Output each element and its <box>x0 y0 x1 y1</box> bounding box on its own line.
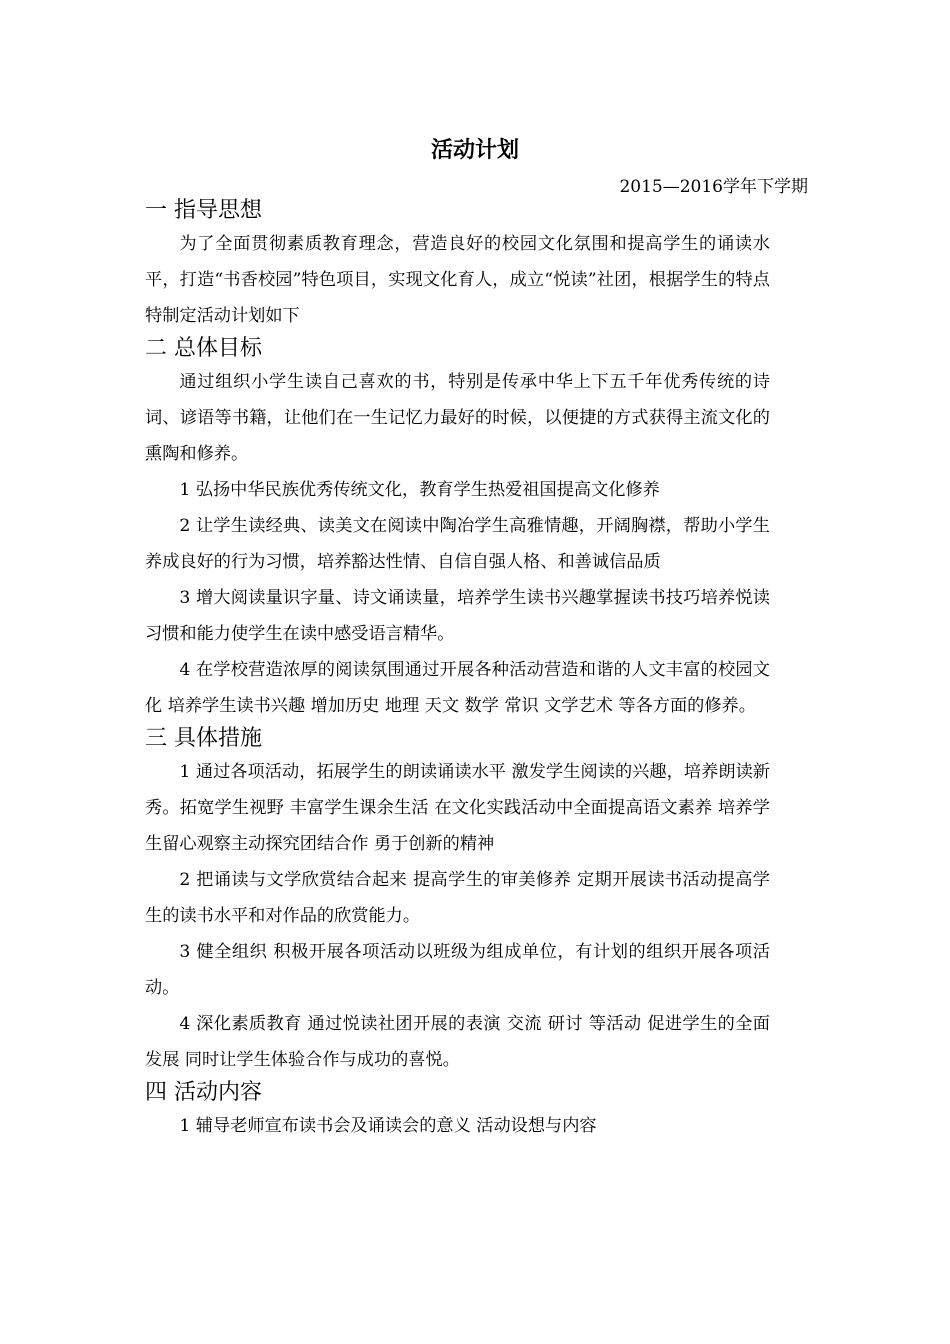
paragraph: 1 弘扬中华民族优秀传统文化，教育学生热爱祖国提高文化修养 <box>179 480 660 500</box>
section-heading-guiding-ideology: 一 指导思想 <box>145 198 262 223</box>
document-body <box>145 196 770 1144</box>
paragraph: 2 把诵读与文学欣赏结合起来 提高学生的审美修养 定期开展读书活动提高学生的读书水平和对作品的欣赏能力。 <box>145 870 770 926</box>
paragraph: 为了全面贯彻素质教育理念，营造良好的校园文化氛围和提高学生的诵读水平，打造“书香校园”特色项目，实现文化育人，成立“悦读”社团，根据学生的特点特制定活动计划如下 <box>145 234 770 326</box>
paragraph: 4 深化素质教育 通过悦读社团开展的表演 交流 研讨 等活动 促进学生的全面发展 同时让学生体验合作与成功的喜悦。 <box>145 1014 770 1070</box>
section-heading-overall-goals: 二 总体目标 <box>145 336 262 361</box>
paragraph: 3 增大阅读量识字量、诗文诵读量，培养学生读书兴趣掌握读书技巧培养悦读习惯和能力使学生在读中感受语言精华。 <box>145 588 770 644</box>
paragraph: 4 在学校营造浓厚的阅读氛围通过开展各种活动营造和谐的人文丰富的校园文化 培养学生读书兴趣 增加历史 地理 天文 数学 常识 文学艺术 等各方面的修养。 <box>145 660 770 716</box>
paragraph: 1 辅导老师宣布读书会及诵读会的意义 活动设想与内容 <box>179 1116 597 1136</box>
document-title: 活动计划 <box>430 138 519 163</box>
section-heading-specific-measures: 三 具体措施 <box>145 726 262 751</box>
term-label: 2015—2016学年下学期 <box>619 177 808 197</box>
section-heading-activity-content: 四 活动内容 <box>145 1080 262 1105</box>
paragraph: 通过组织小学生读自己喜欢的书，特别是传承中华上下五千年优秀传统的诗词、谚语等书籍，让他们在一生记忆力最好的时候，以便捷的方式获得主流文化的熏陶和修养。 <box>145 372 770 464</box>
paragraph: 2 让学生读经典、读美文在阅读中陶冶学生高雅情趣，开阔胸襟，帮助小学生养成良好的行为习惯，培养豁达性情、自信自强人格、和善诚信品质 <box>145 516 770 572</box>
paragraph: 1 通过各项活动，拓展学生的朗读诵读水平 激发学生阅读的兴趣，培养朗读新秀。拓宽学生视野 丰富学生课余生活 在文化实践活动中全面提高语文素养 培养学生留心观察主动探究团结合作 勇于创新的精神 <box>145 762 770 854</box>
paragraph: 3 健全组织 积极开展各项活动以班级为组成单位，有计划的组织开展各项活动。 <box>145 942 770 998</box>
